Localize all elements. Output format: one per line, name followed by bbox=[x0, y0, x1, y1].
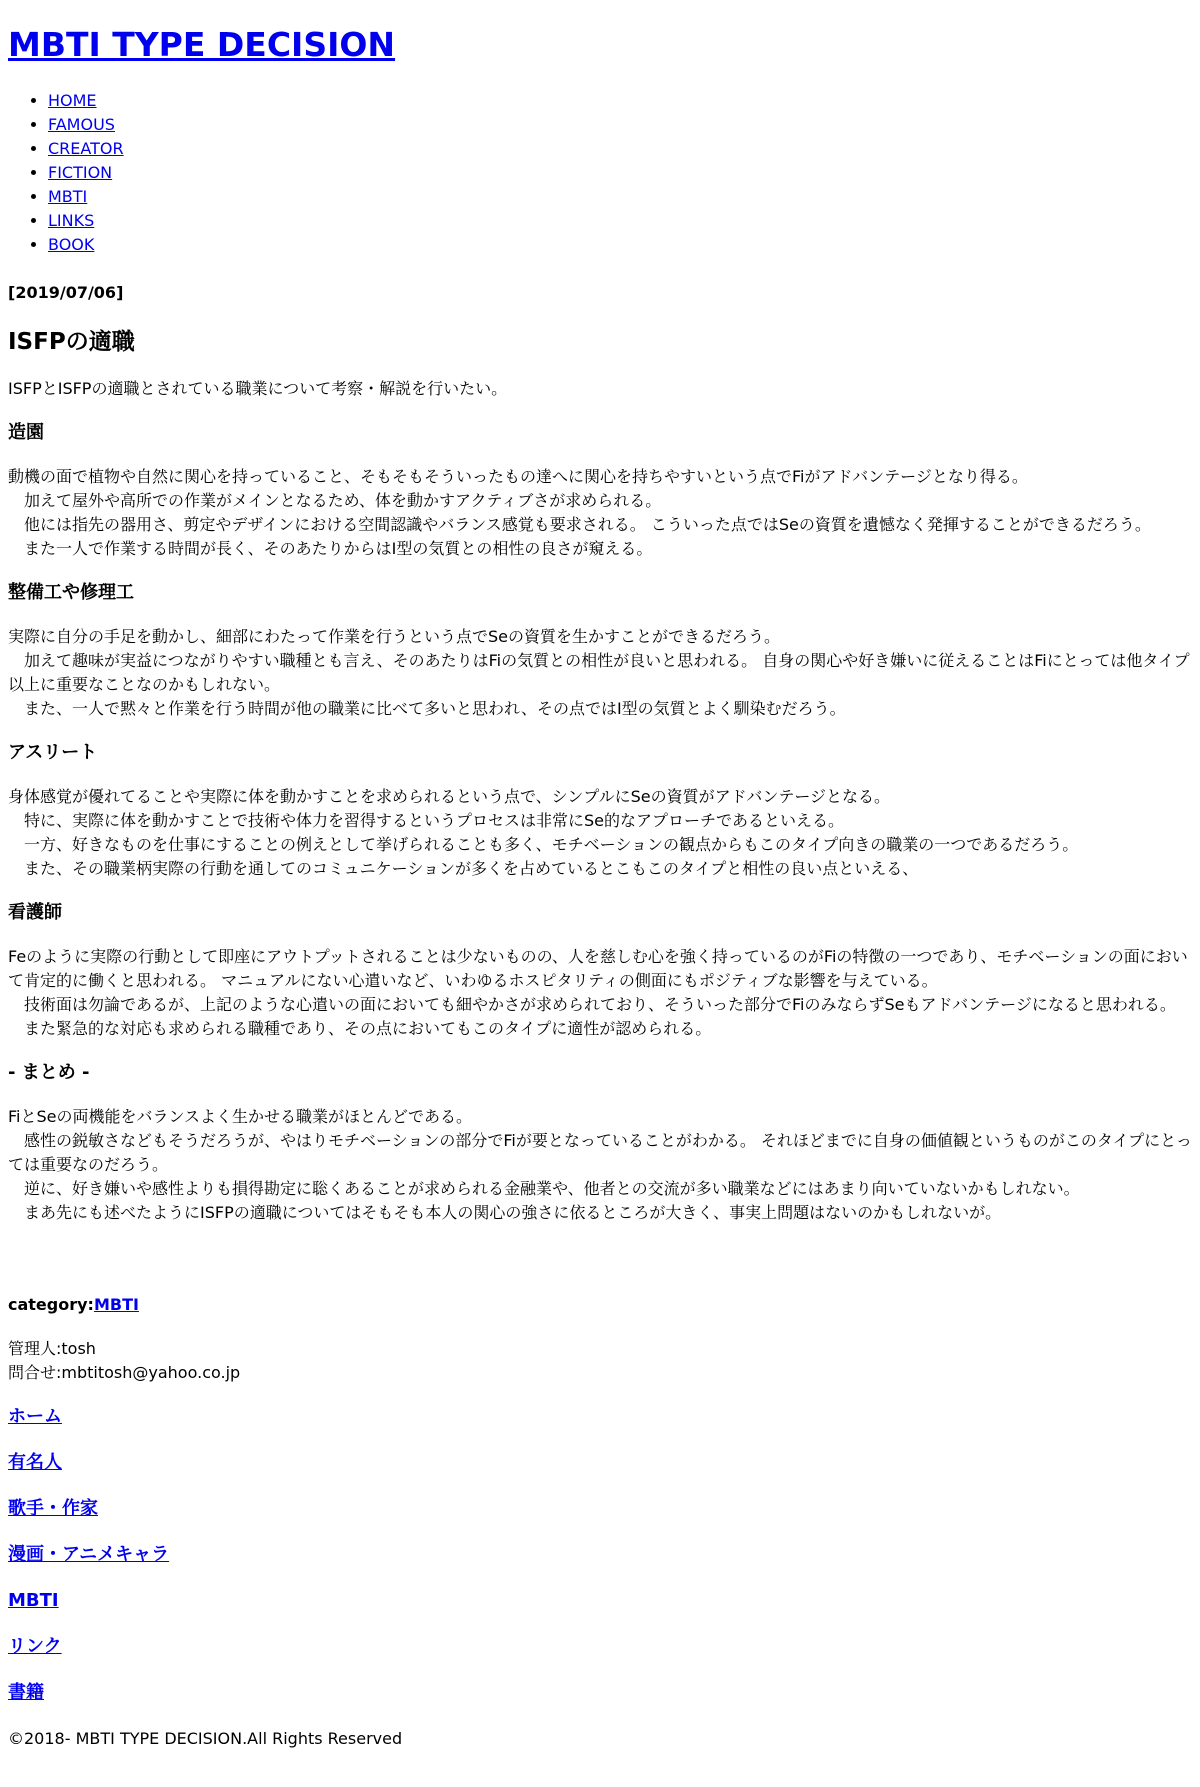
section-heading-summary: - まとめ - bbox=[8, 1062, 90, 1083]
nav-item-book bbox=[48, 233, 1192, 257]
footer-link-creator-heading bbox=[8, 1497, 1192, 1521]
paragraph-line: 加えて屋外や高所での作業がメインとなるため、体を動かすアクティブさが求められる。 bbox=[24, 491, 662, 510]
nav-item-mbti bbox=[48, 185, 1192, 209]
paragraph-line: まあ先にも述べたようにISFPの適職についてはそもそも本人の関心の強さに依るところが大きく、事実上問題はないのかもしれないが。 bbox=[24, 1203, 1002, 1222]
paragraph-line: 実際に自分の手足を動かし、細部にわたって作業を行うという点でSeの資質を生かすことができるだろう。 bbox=[8, 627, 781, 646]
nav-item-links bbox=[48, 209, 1192, 233]
footer-link-famous-heading bbox=[8, 1451, 1192, 1475]
paragraph-line: 身体感覚が優れてることや実際に体を動かすことを求められるという点で、シンプルにSeの資質がアドバンテージとなる。 bbox=[8, 787, 891, 806]
post-title: ISFPの適職 bbox=[8, 329, 135, 355]
footer-link-home[interactable]: ホーム bbox=[8, 1406, 62, 1427]
paragraph-line: Feのように実際の行動として即座にアウトプットされることは少ないものの、人を慈しむ心を強く持っているのがFiの特徴の一つであり、モチベーションの面において肯定的に働くと思われる。 マニュアルにない心遣いなど、いわゆるホスピタリティの側面にもポジティブな影響を与えている。 bbox=[8, 947, 1188, 990]
section-heading-athlete: アスリート bbox=[8, 742, 98, 763]
paragraph-line: 逆に、好き嫌いや感性よりも損得勘定に聡くあることが求められる金融業や、他者との交流が多い職業などにはあまり向いていないかもしれない。 bbox=[24, 1179, 1080, 1198]
paragraph-line: また一人で作業する時間が長く、そのあたりからはI型の気質との相性の良さが窺える。 bbox=[24, 539, 653, 558]
paragraph-line: 動機の面で植物や自然に関心を持っていること、そもそもそういったもの達へに関心を持ちやすいという点でFiがアドバンテージとなり得る。 bbox=[8, 467, 1028, 486]
admin-contact: 問合せ:mbtitosh@yahoo.co.jp bbox=[8, 1363, 241, 1382]
spacer bbox=[8, 1245, 1192, 1293]
category-label: category: bbox=[8, 1295, 94, 1314]
paragraph-line: 特に、実際に体を動かすことで技術や体力を習得するというプロセスは非常にSe的なアプローチであるといえる。 bbox=[24, 811, 845, 830]
category-link-mbti[interactable]: MBTI bbox=[93, 1295, 139, 1314]
footer-link-famous[interactable]: 有名人 bbox=[8, 1452, 62, 1473]
section-body-summary bbox=[8, 1105, 1192, 1225]
paragraph-line: また、その職業柄実際の行動を通してのコミュニケーションが多くを占めているとこもこのタイプと相性の良い点といえる、 bbox=[24, 859, 919, 878]
post-intro: ISFPとISFPの適職とされている職業について考察・解説を行いたい。 bbox=[8, 379, 508, 398]
footer-link-mbti[interactable]: MBTI bbox=[8, 1590, 59, 1611]
nav-link-fiction[interactable]: FICTION bbox=[48, 163, 113, 182]
paragraph-line: 一方、好きなものを仕事にすることの例えとして挙げられることも多く、モチベーションの観点からもこのタイプ向きの職業の一つであるだろう。 bbox=[24, 835, 1079, 854]
paragraph-line: FiとSeの両機能をバランスよく生かせる職業がほとんどである。 bbox=[8, 1107, 473, 1126]
site-title bbox=[8, 25, 1192, 65]
footer-link-book[interactable]: 書籍 bbox=[8, 1682, 44, 1703]
nav-link-home[interactable]: HOME bbox=[48, 91, 97, 110]
admin-info bbox=[8, 1337, 1192, 1385]
section-body-nurse bbox=[8, 945, 1192, 1041]
copyright: ©2018- MBTI TYPE DECISION.All Rights Reserved bbox=[8, 1729, 403, 1748]
paragraph-line: 技術面は勿論であるが、上記のような心遣いの面においても細やかさが求められており、そういった部分でFiのみならずSeもアドバンテージになると思われる。 bbox=[24, 995, 1176, 1014]
paragraph-line: 他には指先の器用さ、剪定やデザインにおける空間認識やバランス感覚も要求される。 こういった点ではSeの資質を遺憾なく発揮することができるだろう。 bbox=[24, 515, 1151, 534]
section-heading-landscaping: 造園 bbox=[8, 422, 44, 443]
paragraph-line: 加えて趣味が実益につながりやすい職種とも言え、そのあたりはFiの気質との相性が良いと思われる。 自身の関心や好き嫌いに従えることはFiにとっては他タイプ以上に重要なことなのかもしれない。 bbox=[8, 651, 1190, 694]
footer-link-creator[interactable]: 歌手・作家 bbox=[8, 1498, 98, 1519]
nav-link-creator[interactable]: CREATOR bbox=[48, 139, 124, 158]
global-nav bbox=[8, 89, 1192, 257]
section-heading-nurse: 看護師 bbox=[8, 902, 62, 923]
section-heading-mechanic: 整備工や修理工 bbox=[8, 582, 134, 603]
footer-link-links[interactable]: リンク bbox=[8, 1636, 62, 1657]
nav-link-famous[interactable]: FAMOUS bbox=[48, 115, 115, 134]
admin-manager: 管理人:tosh bbox=[8, 1339, 96, 1358]
nav-link-book[interactable]: BOOK bbox=[48, 235, 95, 254]
paragraph-line: また、一人で黙々と作業を行う時間が他の職業に比べて多いと思われ、その点ではI型の気質とよく馴染むだろう。 bbox=[24, 699, 846, 718]
footer-link-links-heading bbox=[8, 1635, 1192, 1659]
paragraph-line: 感性の鋭敏さなどもそうだろうが、やはりモチベーションの部分でFiが要となっていることがわかる。 それほどまでに自身の価値観というものがこのタイプにとっては重要なのだろう。 bbox=[8, 1131, 1192, 1174]
site-title-link[interactable]: MBTI TYPE DECISION bbox=[8, 25, 396, 64]
nav-item-creator bbox=[48, 137, 1192, 161]
footer-link-fiction-heading bbox=[8, 1543, 1192, 1567]
footer-link-mbti-heading bbox=[8, 1589, 1192, 1613]
footer-link-fiction[interactable]: 漫画・アニメキャラ bbox=[8, 1544, 170, 1565]
nav-item-fiction bbox=[48, 161, 1192, 185]
nav-link-mbti[interactable]: MBTI bbox=[48, 187, 88, 206]
nav-item-home bbox=[48, 89, 1192, 113]
paragraph-line: また緊急的な対応も求められる職種であり、その点においてもこのタイプに適性が認められる。 bbox=[24, 1019, 712, 1038]
footer-link-book-heading bbox=[8, 1681, 1192, 1705]
nav-item-famous bbox=[48, 113, 1192, 137]
section-body-landscaping bbox=[8, 465, 1192, 561]
post-category bbox=[8, 1293, 1192, 1317]
post-date: [2019/07/06] bbox=[8, 283, 124, 302]
section-body-mechanic bbox=[8, 625, 1192, 721]
section-body-athlete bbox=[8, 785, 1192, 881]
footer-link-home-heading bbox=[8, 1405, 1192, 1429]
nav-link-links[interactable]: LINKS bbox=[48, 211, 95, 230]
